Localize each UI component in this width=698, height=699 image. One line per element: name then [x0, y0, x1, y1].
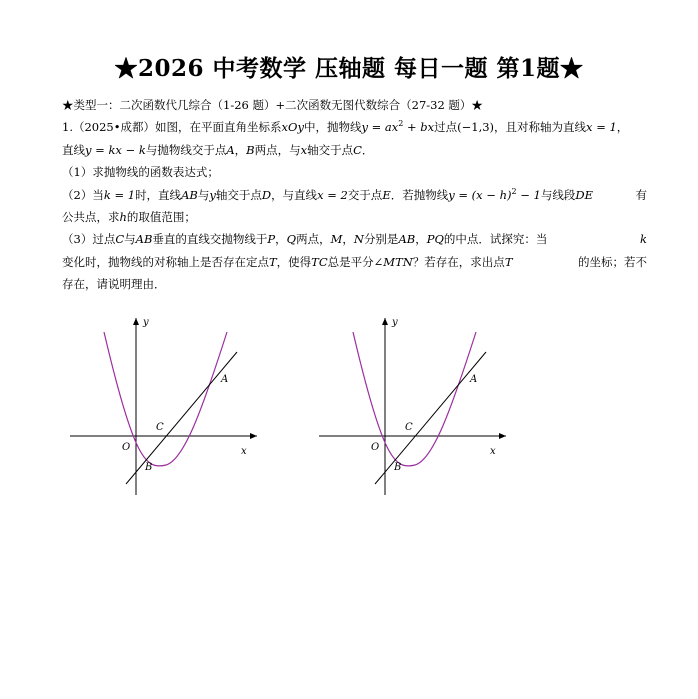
label-c: C: [156, 422, 164, 433]
figure-1: [64, 300, 264, 500]
problem-line-2: 直线y = kx − k与抛物线交于点A，B两点，与x轴交于点C．: [62, 142, 374, 157]
problem-line-1: 1.（2025•成都）如图，在平面直角坐标系xOy中，抛物线$y = ax^2$ + bx过点(−1,3)，且对称轴为直线x = 1，: [62, 119, 629, 135]
question-3-line-2: 变化时，抛物线的对称轴上是否存在定点T，使得TC总是平分∠MTN？若存在，求出点T 的坐标；若不: [62, 254, 647, 269]
label-b: B: [394, 462, 402, 473]
label-c: C: [405, 422, 413, 433]
category-line: ★类型一：二次函数代几综合（1-26 题）+二次函数无图代数综合（27-32 题）★: [62, 98, 483, 112]
label-o: O: [122, 442, 131, 453]
label-y: y: [392, 317, 398, 328]
question-1: （1）求抛物线的函数表达式；: [62, 165, 219, 180]
label-a: A: [221, 374, 229, 385]
label-x: x: [490, 446, 496, 457]
question-3-line-1: （3）过点C与AB垂直的直线交抛物线于P，Q两点，M，N分别是AB，PQ的中点．试探究：当 k: [62, 232, 647, 247]
line-ab: [126, 352, 237, 484]
question-2-line-1: （2）当k = 1时，直线AB与y轴交于点D，与直线x = 2交于点E．若抛物线$y = (x - h)^2 - 1$与线段DE 有: [62, 186, 647, 202]
label-x: x: [241, 446, 247, 457]
line-ab: [375, 352, 486, 484]
question-2-line-2: 公共点，求h的取值范围；: [62, 209, 196, 224]
label-b: B: [145, 462, 153, 473]
label-y: y: [143, 317, 149, 328]
label-a: A: [470, 374, 478, 385]
question-3-line-3: 存在，请说明理由．: [62, 277, 166, 292]
figure-2: [313, 300, 513, 500]
label-o: O: [371, 442, 380, 453]
page-title: ★2026 中考数学 压轴题 每日一题 第1题★: [114, 55, 584, 82]
problem-text: [62, 94, 647, 296]
